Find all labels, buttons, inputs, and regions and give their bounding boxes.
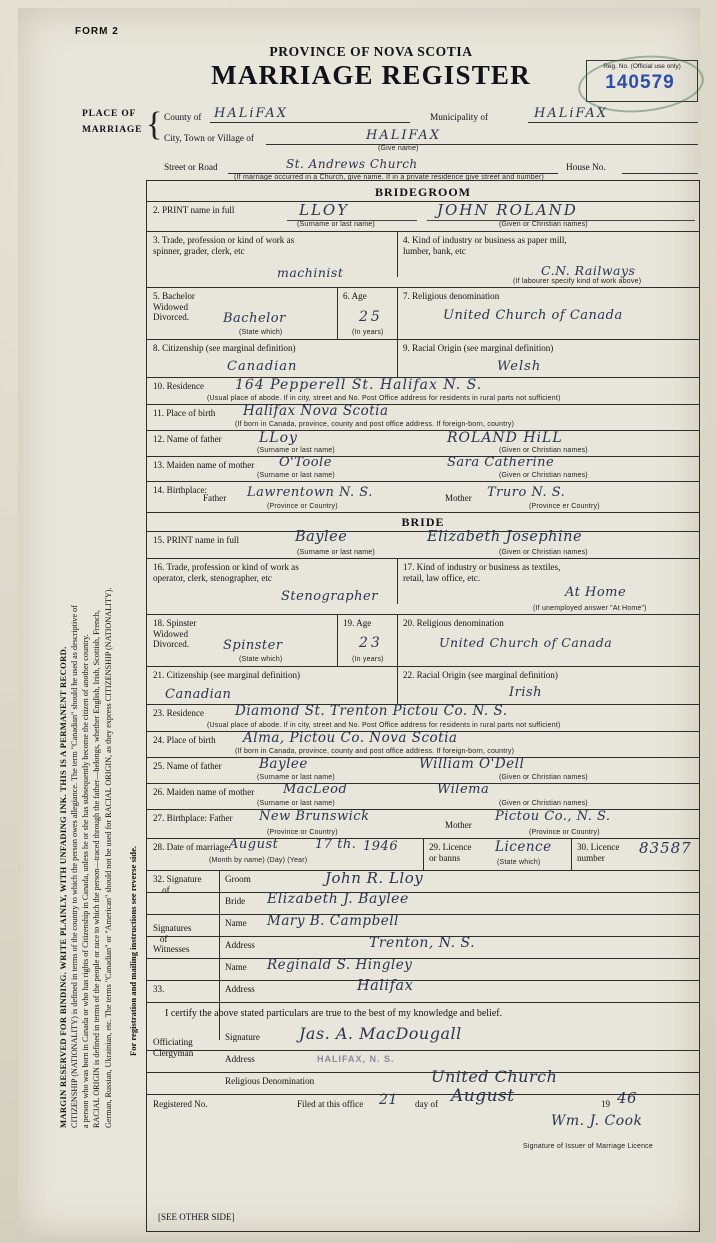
issuer-signature-value: Wm. J. Cook: [551, 1113, 643, 1129]
q13-given-note: (Given or Christian names): [499, 472, 588, 479]
certify-text: I certify the above stated particulars are true to the best of my knowledge and belief.: [165, 1008, 503, 1019]
year-prefix-label: 19: [601, 1099, 611, 1109]
q26-label: 26. Maiden name of mother: [153, 787, 255, 797]
q9-value: Welsh: [497, 359, 542, 374]
registered-no-label: Registered No.: [153, 1099, 208, 1109]
brace-icon: {: [146, 106, 163, 143]
rule: [337, 287, 338, 339]
form-number: FORM 2: [75, 26, 119, 37]
q2-label: 2. PRINT name in full: [153, 205, 235, 215]
q19-note: (In years): [352, 656, 384, 663]
q16-label: 16. Trade, profession or kind of work as operator, clerk, stenographer, etc: [153, 562, 299, 583]
q14-mother-value: Truro N. S.: [487, 485, 566, 500]
groom-label: Groom: [225, 874, 251, 884]
q30-label: 30. Licence number: [577, 842, 620, 863]
q14-father-label: Father: [203, 493, 227, 503]
q14-father-value: Lawrentown N. S.: [247, 485, 373, 500]
q14-mother-note: (Province er Country): [529, 503, 600, 510]
q22-value: Irish: [509, 685, 543, 700]
rule: [147, 531, 699, 532]
q5-value: Bachelor: [223, 311, 286, 326]
document-title: MARRIAGE REGISTER: [211, 60, 531, 90]
q2-surname-value: LLOY: [299, 201, 350, 219]
q28-day-value: 17 th.: [315, 837, 357, 852]
q25-given-value: William O'Dell: [419, 756, 525, 772]
rule: [147, 1072, 699, 1073]
street-note: (If marriage occurred in a Church, give name. If in a private residence give street and number): [234, 174, 545, 181]
witness2-address-label: Address: [225, 984, 255, 994]
q32-label: 32. Signature of: [153, 874, 202, 895]
county-value: HALiFAX: [214, 106, 289, 121]
filed-month-value: August: [451, 1086, 515, 1106]
rule: [147, 809, 699, 810]
witness2-name-value: Reginald S. Hingley: [267, 957, 413, 973]
rule: [147, 231, 699, 232]
rule: [397, 558, 398, 604]
q18-label: 18. Spinster Widowed Divorced.: [153, 618, 197, 649]
q23-note: (Usual place of abode. If in city, street and No. Post Office address for residents in rural parts not sufficient): [207, 722, 561, 729]
day-of-label: day of: [415, 1099, 438, 1109]
rule: [397, 231, 398, 277]
q23-value: Diamond St. Trenton Pictou Co. N. S.: [235, 703, 508, 719]
q11-value: Halifax Nova Scotia: [243, 403, 389, 419]
q26-surname-note: (Surname or last name): [257, 800, 335, 807]
q9-label: 9. Racial Origin (see marginal definition): [403, 343, 554, 353]
rule: [147, 980, 699, 981]
witness1-name-label: Name: [225, 918, 247, 928]
q29-note: (State which): [497, 859, 541, 866]
rule: [397, 614, 398, 666]
q21-label: 21. Citizenship (see marginal definition): [153, 670, 301, 680]
registration-number-value: 140579: [605, 72, 675, 93]
city-value: HALIFAX: [366, 128, 442, 143]
rule: [147, 914, 699, 915]
rule: [147, 958, 699, 959]
see-other-side-note: [SEE OTHER SIDE]: [158, 1212, 235, 1222]
q6-label: 6. Age: [343, 291, 367, 301]
q26-given-value: Wilema: [437, 782, 490, 797]
rule: [147, 1050, 699, 1051]
margin-note-citizenship-2: a person who was born in Canada or who has rights of Citizenship in Canada, unless he or she has subsequently become the citizen of another country.: [81, 634, 90, 1128]
county-rule: [210, 122, 410, 123]
q13-surname-note: (Surname or last name): [257, 472, 335, 479]
rule: [337, 614, 338, 666]
rule: [397, 339, 398, 377]
municipality-value: HALiFAX: [534, 106, 609, 121]
bride-band-title: BRIDE: [401, 515, 445, 529]
q4-note: (If labourer specify kind of work above): [513, 278, 642, 285]
margin-note-citizenship-1: CITIZENSHIP (NATIONALITY) is defined in terms of the country to which the person owes allegiance. The term "Canadian" should be used as descriptive of: [70, 605, 79, 1128]
religious-denomination-value: United Church: [431, 1067, 558, 1086]
q25-given-note: (Given or Christian names): [499, 774, 588, 781]
street-label: Street or Road: [164, 163, 218, 173]
q13-given-value: Sara Catherine: [447, 455, 555, 470]
rule: [147, 404, 699, 405]
q15-given-value: Elizabeth Josephine: [427, 529, 583, 545]
filed-day-value: 21: [379, 1092, 398, 1108]
q2-surname-note: (Surname or last name): [297, 221, 375, 228]
municipality-rule: [528, 122, 698, 123]
rule: [423, 838, 424, 870]
q2-given-note: (Given or Christian names): [499, 221, 588, 228]
q17-value: At Home: [565, 585, 627, 600]
witnesses-label: Signatures of Witnesses: [153, 923, 192, 954]
q25-label: 25. Name of father: [153, 761, 222, 771]
q29-value: Licence: [495, 839, 552, 855]
q11-note: (If born in Canada, province, county and post office address. If foreign-born, country): [235, 421, 515, 428]
q10-value: 164 Pepperell St. Halifax N. S.: [235, 377, 483, 393]
clergy-signature-label: Signature: [225, 1032, 260, 1042]
marriage-label: MARRIAGE: [82, 125, 143, 135]
rule: [147, 481, 699, 482]
municipality-label: Municipality of: [430, 113, 489, 123]
q5-label: 5. Bachelor Widowed Divorced.: [153, 291, 195, 322]
q25-surname-note: (Surname or last name): [257, 774, 335, 781]
q12-given-note: (Given or Christian names): [499, 447, 588, 454]
bride-signature-value: Elizabeth J. Baylee: [267, 891, 409, 907]
q20-value: United Church of Canada: [439, 635, 613, 650]
city-note: (Give name): [378, 145, 419, 152]
margin-note-racial-2: German, Russian, Ukrainian, etc. The terms "Canadian" or "American" should not be used for RACIAL ORIGIN, as they express CITIZENSHIP (NATIONALITY).: [104, 587, 113, 1128]
q12-surname-value: LLoy: [259, 430, 298, 446]
q25-surname-value: Baylee: [259, 756, 308, 772]
q19-label: 19. Age: [343, 618, 372, 628]
clergy-signature-value: Jas. A. MacDougall: [299, 1024, 462, 1043]
rule: [147, 892, 699, 893]
q5-note: (State which): [239, 329, 283, 336]
q2-given-value: JOHN ROLAND: [437, 201, 578, 219]
q27-label: 27. Birthplace: Father: [153, 813, 233, 823]
margin-note-reverse-side: For registration and mailing instructions see reverse side.: [128, 845, 138, 1056]
rule: [147, 512, 699, 513]
q28-month-value: August: [229, 837, 279, 852]
rule: [147, 783, 699, 784]
rule: [147, 666, 699, 667]
margin-note-racial-1: RACIAL ORIGIN is defined in terms of the people or race to which the person—traced through the father—belongs, whether English, Irish, Scottish, French,: [92, 610, 101, 1128]
q8-value: Canadian: [227, 359, 298, 374]
bridegroom-band-title: BRIDEGROOM: [374, 185, 471, 199]
rule: [147, 614, 699, 615]
q13-surname-value: O'Toole: [279, 455, 332, 470]
q19-value: 23: [359, 635, 383, 651]
row-33-label: 33.: [153, 984, 165, 994]
province-heading: PROVINCE OF NOVA SCOTIA: [269, 44, 473, 59]
address-stamp: HALIFAX, N. S.: [317, 1054, 395, 1064]
q24-label: 24. Place of birth: [153, 735, 216, 745]
register-main-box: [146, 180, 700, 1232]
q21-value: Canadian: [165, 687, 232, 702]
q14-father-note: (Province or Country): [267, 503, 338, 510]
q10-label: 10. Residence: [153, 381, 205, 391]
q12-label: 12. Name of father: [153, 434, 222, 444]
house-no-label: House No.: [566, 163, 606, 173]
q22-label: 22. Racial Origin (see marginal definition): [403, 670, 558, 680]
q6-value: 25: [359, 309, 383, 325]
issuer-signature-note: Signature of Issuer of Marriage Licence: [523, 1143, 653, 1150]
q13-label: 13. Maiden name of mother: [153, 460, 255, 470]
county-label: County of: [164, 113, 202, 123]
q24-value: Alma, Pictou Co. Nova Scotia: [243, 730, 458, 746]
q14-mother-label: Mother: [445, 493, 472, 503]
q7-label: 7. Religious denomination: [403, 291, 500, 301]
q10-note: (Usual place of abode. If in city, street and No. Post Office address for residents in rural parts not sufficient): [207, 395, 561, 402]
q14-label: 14. Birthplace:: [153, 485, 208, 495]
q20-label: 20. Religious denomination: [403, 618, 504, 628]
rule: [147, 558, 699, 559]
q17-note: (If unemployed answer "At Home"): [533, 605, 647, 612]
witness1-address-value: Trenton, N. S.: [369, 935, 476, 951]
rule: [147, 287, 699, 288]
q3-label: 3. Trade, profession or kind of work as spinner, grader, clerk, etc: [153, 235, 295, 256]
q6-note: (In years): [352, 329, 384, 336]
q27-father-value: New Brunswick: [259, 809, 370, 824]
rule: [147, 1002, 699, 1003]
city-label: City, Town or Village of: [164, 134, 255, 144]
rule: [571, 838, 572, 870]
rule: [147, 430, 699, 431]
witness2-name-label: Name: [225, 962, 247, 972]
q26-given-note: (Given or Christian names): [499, 800, 588, 807]
q23-label: 23. Residence: [153, 708, 205, 718]
margin-note-binding: MARGIN RESERVED FOR BINDING. WRITE PLAINLY, WITH UNFADING INK. THIS IS A PERMANENT RECORD.: [58, 646, 68, 1128]
street-value: St. Andrews Church: [286, 157, 418, 171]
register-sheet: [18, 8, 700, 1236]
q18-note: (State which): [239, 656, 283, 663]
q27-mother-label: Mother: [445, 820, 472, 830]
q4-label: 4. Kind of industry or business as paper mill, lumber, bank, etc: [403, 235, 567, 256]
q15-surname-value: Baylee: [295, 529, 348, 545]
filed-label: Filed at this office: [297, 1099, 364, 1109]
q15-surname-note: (Surname or last name): [297, 549, 375, 556]
q4-value: C.N. Railways: [541, 263, 636, 278]
q28-label: 28. Date of marriage.: [153, 842, 231, 852]
rule: [147, 456, 699, 457]
house-no-rule: [622, 173, 698, 174]
religious-denomination-label: Religious Denomination: [225, 1076, 315, 1086]
registration-number-label: Reg. No. (Official use only): [603, 63, 681, 70]
witness1-address-label: Address: [225, 940, 255, 950]
q27-mother-value: Pictou Co., N. S.: [495, 809, 611, 824]
rule: [397, 287, 398, 339]
rule: [147, 339, 699, 340]
q16-value: Stenographer: [281, 589, 378, 604]
q11-label: 11. Place of birth: [153, 408, 216, 418]
bride-signature-label: Bride: [225, 896, 246, 906]
q28-note: (Month by name) (Day) (Year): [209, 857, 308, 864]
groom-signature-value: John R. Lloy: [325, 869, 424, 887]
q17-label: 17. Kind of industry or business as textiles, retail, law office, etc.: [403, 562, 561, 583]
q26-surname-value: MacLeod: [283, 782, 348, 797]
officiating-clergyman-label: Officiating Clergyman: [153, 1037, 194, 1058]
q24-note: (If born in Canada, province, county and post office address. If foreign-born, country): [235, 748, 515, 755]
rule: [147, 201, 699, 202]
q7-value: United Church of Canada: [443, 308, 623, 323]
city-rule: [266, 144, 698, 145]
place-of-label: PLACE OF: [82, 109, 137, 119]
q12-surname-note: (Surname or last name): [257, 447, 335, 454]
witness1-name-value: Mary B. Campbell: [267, 913, 399, 929]
filed-year-value: 46: [617, 1089, 638, 1107]
clergy-address-label: Address: [225, 1054, 255, 1064]
rule: [397, 666, 398, 704]
q27-father-note: (Province or Country): [267, 829, 338, 836]
q15-given-note: (Given or Christian names): [499, 549, 588, 556]
q29-label: 29. Licence or banns: [429, 842, 472, 863]
q12-given-value: ROLAND HiLL: [447, 430, 563, 446]
q3-value: machinist: [277, 265, 344, 280]
q28-year-value: 1946: [363, 839, 399, 854]
witness2-address-value: Halifax: [357, 978, 414, 994]
q8-label: 8. Citizenship (see marginal definition): [153, 343, 296, 353]
q15-label: 15. PRINT name in full: [153, 535, 239, 545]
q18-value: Spinster: [223, 638, 283, 653]
q30-value: 83587: [639, 839, 692, 857]
q27-mother-note: (Province or Country): [529, 829, 600, 836]
